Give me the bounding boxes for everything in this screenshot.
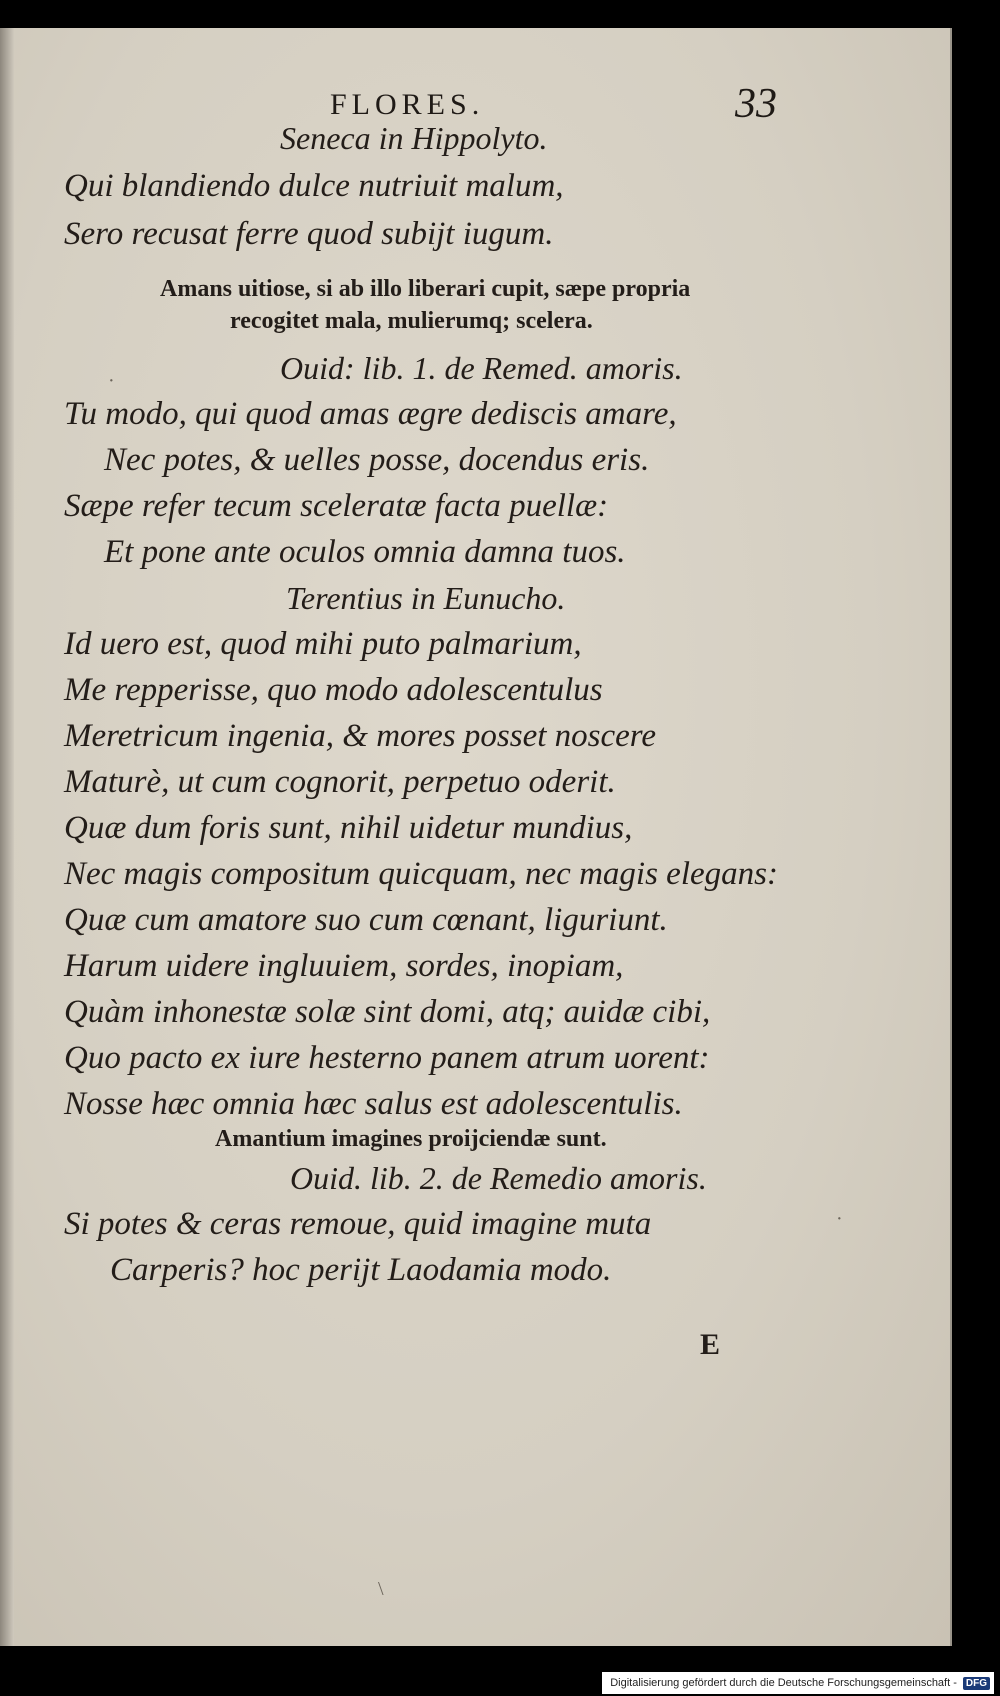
verse-line: Nosse hæc omnia hæc salus est adolescentulis. — [64, 1086, 683, 1122]
digitization-credit — [602, 1672, 994, 1694]
verse-line: Si potes & ceras remoue, quid imagine muta — [64, 1206, 652, 1242]
source-citation: Seneca in Hippolyto. — [280, 120, 548, 156]
verse-line: Nec magis compositum quicquam, nec magis elegans: — [64, 856, 778, 892]
paper-speck: · — [108, 370, 115, 392]
rubric-heading: Amans uitiose, si ab illo liberari cupit, sæpe propria — [160, 276, 691, 302]
paper-speck: \ — [378, 1578, 384, 1600]
verse-line: Sero recusat ferre quod subijt iugum. — [64, 216, 554, 252]
verse-line: Tu modo, qui quod amas ægre dediscis amare, — [64, 396, 677, 432]
verse-line: Sæpe refer tecum sceleratæ facta puellæ: — [64, 488, 609, 524]
rubric-heading: Amantium imagines proijciendæ sunt. — [215, 1126, 607, 1152]
page-number: 33 — [735, 81, 777, 127]
dfg-logo-icon: DFG — [963, 1677, 990, 1690]
verse-line: Harum uidere ingluuiem, sordes, inopiam, — [64, 948, 624, 984]
rubric-heading: recogitet mala, mulierumq; scelera. — [230, 308, 593, 334]
book-page — [0, 28, 952, 1646]
verse-line: Meretricum ingenia, & mores posset noscere — [64, 718, 657, 754]
verse-line: Quàm inhonestæ solæ sint domi, atq; auidæ cibi, — [64, 994, 711, 1030]
source-citation: Ouid. lib. 2. de Remedio amoris. — [290, 1160, 707, 1196]
credit-text: Digitalisierung gefördert durch die Deutsche Forschungsgemeinschaft - — [610, 1677, 957, 1689]
signature-mark: E — [700, 1328, 721, 1361]
verse-line: Id uero est, quod mihi puto palmarium, — [64, 626, 582, 662]
verse-line: Quæ dum foris sunt, nihil uidetur mundius, — [64, 810, 633, 846]
verse-line: Nec potes, & uelles posse, docendus eris. — [104, 442, 650, 478]
verse-line: Carperis? hoc perijt Laodamia modo. — [110, 1252, 612, 1288]
verse-line: Quo pacto ex iure hesterno panem atrum uorent: — [64, 1040, 710, 1076]
paper-speck: · — [836, 1208, 843, 1230]
verse-line: Et pone ante oculos omnia damna tuos. — [104, 534, 626, 570]
source-citation: Terentius in Eunucho. — [286, 580, 566, 616]
verse-line: Qui blandiendo dulce nutriuit malum, — [64, 168, 564, 204]
source-citation: Ouid: lib. 1. de Remed. amoris. — [280, 350, 683, 386]
page-gutter — [0, 28, 14, 1646]
verse-line: Maturè, ut cum cognorit, perpetuo oderit. — [64, 764, 616, 800]
verse-line: Me repperisse, quo modo adolescentulus — [64, 672, 603, 708]
verse-line: Quæ cum amatore suo cum cœnant, liguriunt. — [64, 902, 668, 938]
running-head: FLORES. — [330, 88, 485, 121]
